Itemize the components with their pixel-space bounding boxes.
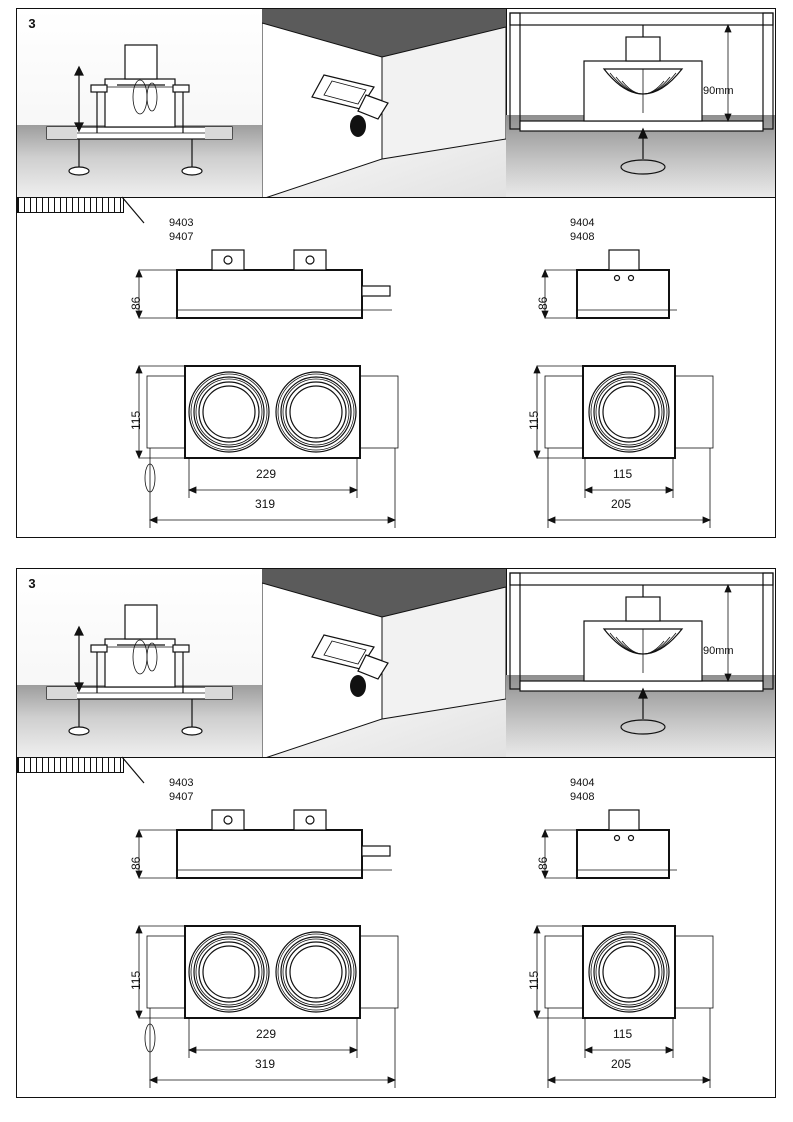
right-height-label: 86	[536, 296, 550, 310]
illustration-strip-2	[16, 568, 776, 758]
left-outer-width-label: 319	[255, 1057, 276, 1071]
section-drawing	[506, 9, 775, 197]
right-inner-width-label: 115	[613, 467, 633, 481]
right-inner-width-label: 115	[613, 1027, 633, 1041]
left-inner-width-label: 229	[256, 467, 277, 481]
right-outer-width-label: 205	[611, 497, 632, 511]
plan-elevation-drawings	[17, 198, 777, 538]
left-width-label: 115	[129, 410, 143, 430]
product-code-left-2: 9407	[169, 231, 194, 243]
right-outer-width-label: 205	[611, 1057, 632, 1071]
spring-clip-drawing	[17, 569, 262, 757]
dimension-panel-2	[16, 758, 776, 1098]
product-code-right-1: 9404	[570, 777, 595, 789]
pane-spring-clip-detail-1	[17, 9, 263, 197]
product-code-left-1: 9403	[169, 777, 194, 789]
left-height-label: 86	[129, 296, 143, 310]
step-number-badge: 3	[28, 575, 36, 591]
pane-ceiling-perspective-2	[262, 569, 507, 757]
illustration-strip-1	[16, 8, 776, 198]
left-outer-width-label: 319	[255, 497, 276, 511]
product-code-left-2: 9407	[169, 791, 194, 803]
ceiling-perspective-drawing	[262, 569, 506, 757]
instruction-block-1	[16, 8, 776, 538]
instruction-block-2	[16, 568, 776, 1098]
left-inner-width-label: 229	[256, 1027, 277, 1041]
right-width-label: 115	[527, 410, 541, 430]
product-code-right-1: 9404	[570, 217, 595, 229]
pane-ceiling-perspective-1	[262, 9, 507, 197]
dimension-panel-1	[16, 198, 776, 538]
product-code-right-2: 9408	[570, 791, 595, 803]
spring-clip-drawing	[17, 9, 262, 197]
step-number-badge: 3	[28, 15, 36, 31]
right-height-label: 86	[536, 856, 550, 870]
pane-spring-clip-detail-2	[17, 569, 263, 757]
pane-section-depth-1	[506, 9, 775, 197]
section-dimension-label: 90mm	[703, 645, 734, 657]
ceiling-perspective-drawing	[262, 9, 506, 197]
left-height-label: 86	[129, 856, 143, 870]
section-dimension-label: 90mm	[703, 85, 734, 97]
plan-elevation-drawings	[17, 758, 777, 1098]
product-code-right-2: 9408	[570, 231, 595, 243]
left-width-label: 115	[129, 970, 143, 990]
product-code-left-1: 9403	[169, 217, 194, 229]
section-drawing	[506, 569, 775, 757]
pane-section-depth-2	[506, 569, 775, 757]
right-width-label: 115	[527, 970, 541, 990]
